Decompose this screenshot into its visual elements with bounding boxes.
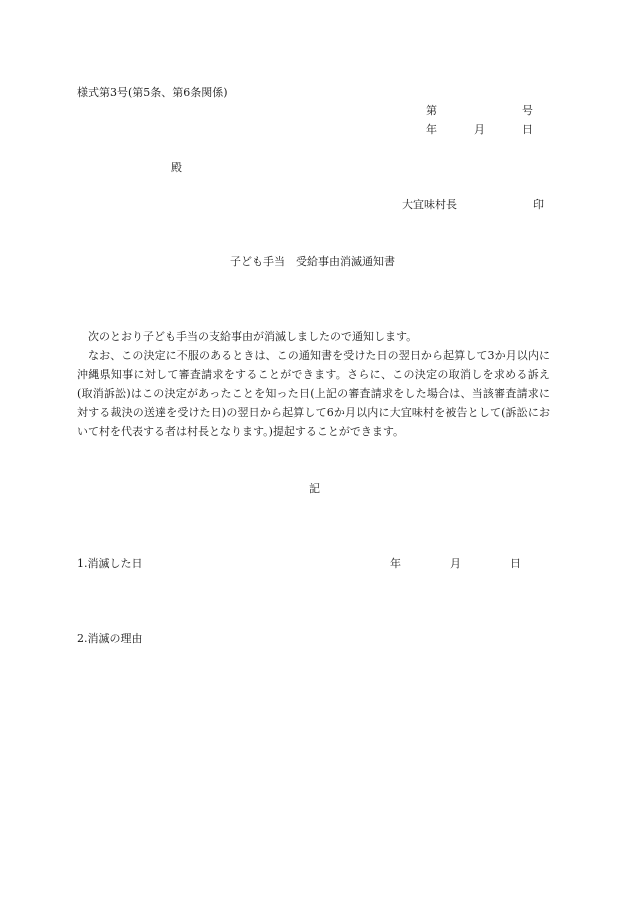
- number-suffix: 号: [522, 104, 533, 117]
- addressee-honorific: 殿: [171, 161, 182, 174]
- date-year-label: 年: [426, 123, 437, 136]
- item1-label: 1.消滅した日: [77, 557, 143, 570]
- document-title: 子ども手当 受給事由消滅通知書: [230, 255, 395, 268]
- issuer-name: 大宜味村長: [402, 198, 457, 211]
- number-prefix: 第: [426, 104, 437, 117]
- body-paragraph-1: 次のとおり子ども手当の支給事由が消滅しましたので通知します。: [88, 330, 418, 343]
- ki-heading: 記: [309, 482, 320, 495]
- body-paragraph-2: なお、この決定に不服のあるときは、この通知書を受けた日の翌日から起算して3か月以内に沖縄県知事に対して審査請求をすることができます。さらに、この決定の取消しを求める訴え(取消訴訟)はこの決定があったことを知った日(上記の審査請求をした場合は、当該審査請求に対する裁決の送達を受けた日)の翌日から起算して6か月以内に大宜味村を被告として(訴訟において村を代表する者は村長となります。)提起することができます。: [77, 349, 550, 438]
- item1-year-label: 年: [390, 557, 401, 570]
- date-day-label: 日: [522, 123, 533, 136]
- item1-day-label: 日: [510, 557, 521, 570]
- issuer-seal: 印: [533, 198, 544, 211]
- item2-label: 2.消滅の理由: [77, 632, 143, 645]
- date-month-label: 月: [474, 123, 485, 136]
- body-text: [77, 327, 550, 441]
- form-label: 様式第3号(第5条、第6条関係): [77, 86, 228, 99]
- item1-month-label: 月: [450, 557, 461, 570]
